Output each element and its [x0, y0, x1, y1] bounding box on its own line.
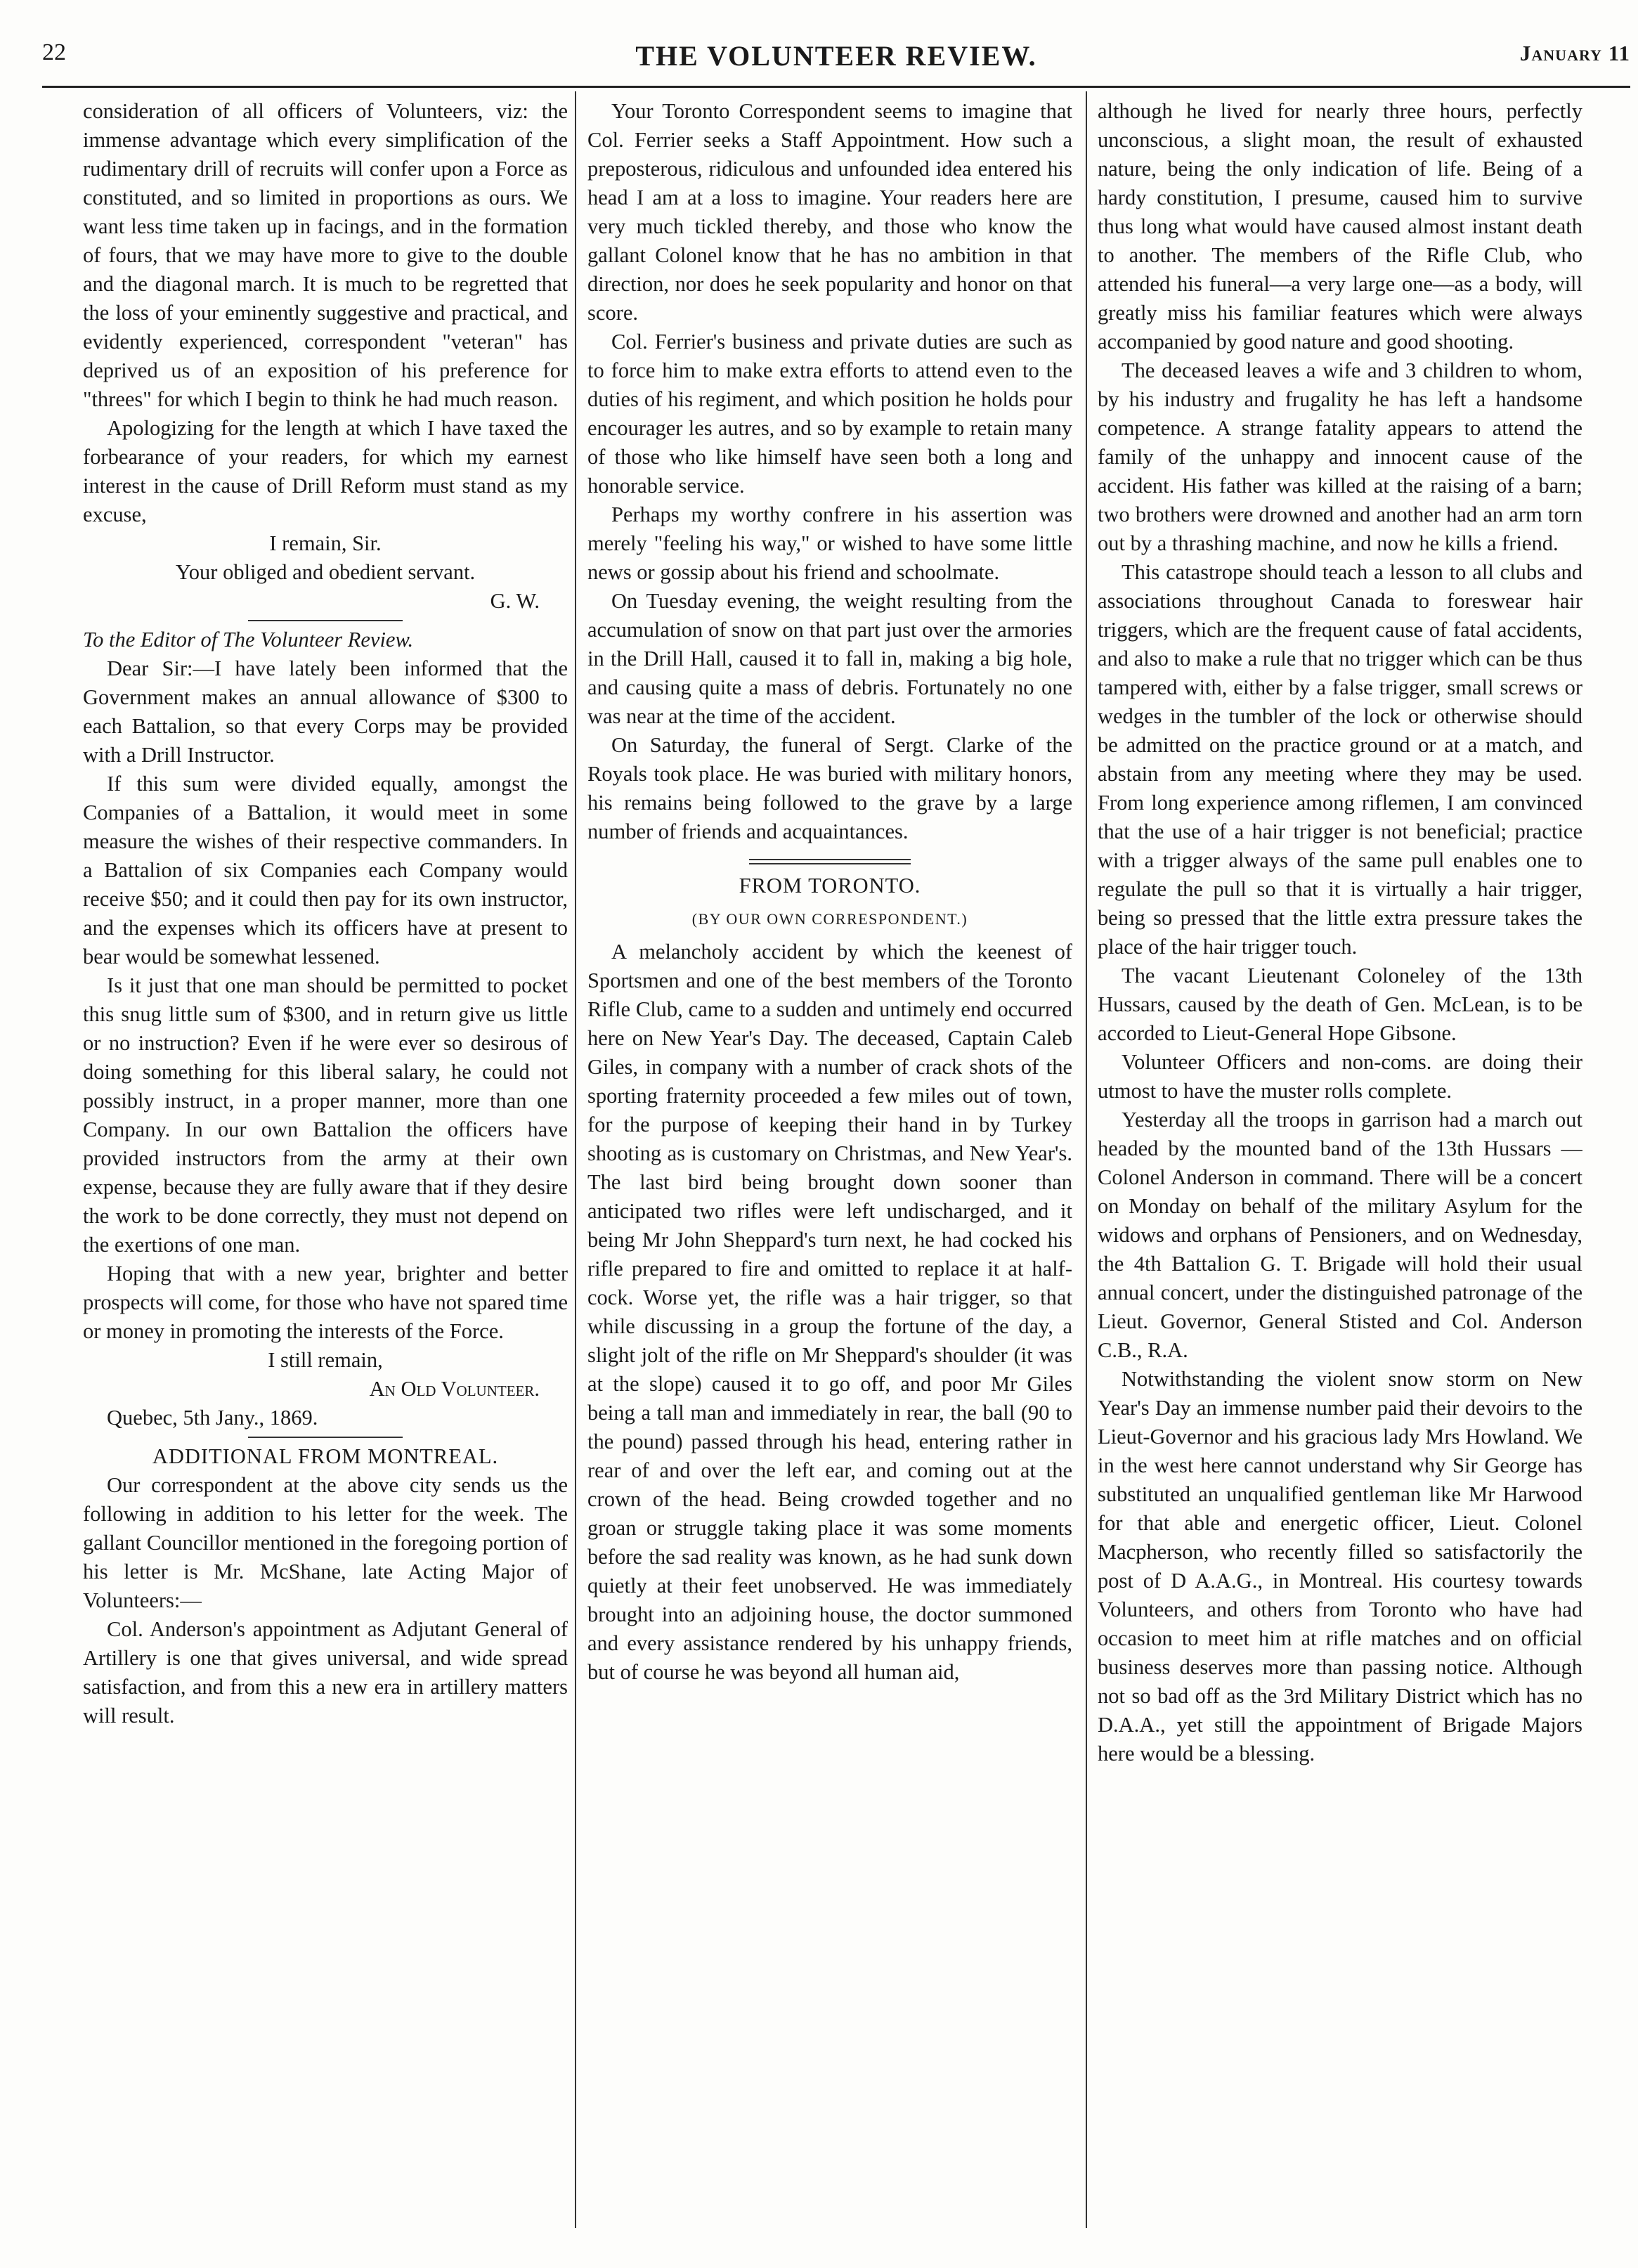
letter-salutation: To the Editor of The Volunteer Review. [83, 628, 414, 652]
article-paragraph: This catastrope should teach a lesson to all clubs and associations throughout Canada to foreswear hair triggers, which are the frequent cause of fatal accidents, and also to make a rule that no trigger which can be thus tampered with, either by a false trigger, small screws or wedges in the tumbler of the lock or otherwise should be admitted on the practice ground or at a match, and abstain from any meeting where they may be used. From long experience among riflemen, I am convinced that the use of a hair trigger is not beneficial; practice with a trigger always of the same pull enables one to regulate the pull so that it is virtually a hair trigger, being so pressed that the little extra pressure takes the place of the hair trigger touch. [1098, 560, 1582, 959]
page-header [42, 39, 1630, 82]
article-paragraph: Perhaps my worthy confrere in his assertion was merely "feeling his way," or wished to have some little news or gossip about his friend and schoolmate. [587, 503, 1072, 584]
issue-date: January 11 [1519, 41, 1630, 65]
column-divider [1086, 91, 1087, 2228]
section-heading: ADDITIONAL FROM MONTREAL. [152, 1444, 499, 1468]
page-number: 22 [42, 39, 66, 65]
article-paragraph: Col. Anderson's appointment as Adjutant General of Artillery is one that gives universal, and wide spread satisfaction, and from this a new era in artillery matters will result. [83, 1617, 568, 1728]
header-rule [42, 86, 1630, 88]
letter-paragraph: If this sum were divided equally, amongst the Companies of a Battalion, it would meet in some measure the wishes of their respective commanders. In a Battalion of six Companies each Company would receive $50; and it could then pay for its own instructor, and the expenses which its officers have at present to bear would be somewhat lessened. [83, 772, 568, 968]
letter-closing: I still remain, [268, 1348, 383, 1372]
article-paragraph: Volunteer Officers and non-coms. are doing their utmost to have the muster rolls complete. [1098, 1050, 1582, 1103]
section-rule [749, 859, 911, 864]
article-paragraph: Yesterday all the troops in garrison had a march out headed by the mounted band of the 13th Hussars —Colonel Anderson in command. There will be a concert on Monday on behalf of the military Asylum for the widows and orphans of Pensioners, and on Wednesday, the 4th Battalion G. T. Brigade will hold their usual annual concert, under the distinguished patronage of the Lieut. Governor, General Stisted and Col. Anderson C.B., R.A. [1098, 1108, 1582, 1362]
column-right [1098, 97, 1582, 2227]
letter-paragraph: Is it just that one man should be permitted to pocket this snug little sum of $300, and in return give us little or no instruction? Even if he were ever so desirous of doing something for this liberal salary, he could not possibly instruct, in a proper manner, more than one Company. In our own Battalion the officers have provided instructors from the army at their own expense, because they are fully aware that if they desire the work to be done correctly, they must not depend on the exertions of one man. [83, 973, 568, 1257]
section-subheading: (BY OUR OWN CORRESPONDENT.) [691, 910, 968, 928]
letter-paragraph: Dear Sir:—I have lately been informed that the Government makes an annual allowance of $300 to each Battalion, so that every Corps may be provided with a Drill Instructor. [83, 656, 568, 767]
letter-paragraph: Apologizing for the length at which I have taxed the forbearance of your readers, for which my earnest interest in the cause of Drill Reform must stand as my excuse, [83, 416, 568, 526]
article-paragraph: Col. Ferrier's business and private duties are such as to force him to make extra efforts to attend even to the duties of his regiment, and which position he holds pour encourager les autres, and so by example to retain many of those who like himself have seen both a long and honorable service. [587, 330, 1072, 498]
letter-paragraph: consideration of all officers of Volunteers, viz: the immense advantage which every simplification of the rudimentary drill of recruits will confer upon a Force as constituted, and so limited in proportions as ours. We want less time taken up in facings, and in the formation of fours, that we may have more to give to the double and the diagonal march. It is much to be regretted that the loss of your eminently suggestive and practical, and evidently experienced, correspondent "veteran" has deprived us of an exposition of his preference for "threes" for which I begin to think he had much reason. [83, 99, 568, 411]
article-paragraph: The vacant Lieutenant Coloneley of the 13th Hussars, caused by the death of Gen. McLean, is to be accorded to Lieut-General Hope Gibsone. [1098, 964, 1582, 1045]
letter-signature: G. W. [490, 589, 540, 613]
letter-closing: I remain, Sir. [269, 531, 382, 555]
column-divider [575, 91, 576, 2228]
article-paragraph: On Tuesday evening, the weight resulting from the accumulation of snow on that part just over the armories in the Drill Hall, caused it to fall in, making a big hole, and causing quite a mass of debris. Fortunately no one was near at the time of the accident. [587, 589, 1072, 728]
article-paragraph: Notwithstanding the violent snow storm on New Year's Day an immense number paid their devoirs to the Lieut-Governor and his gracious lady Mrs Howland. We in the west here cannot understand why Sir George has substituted an unqualified gentleman like Mr Harwood for that able and energetic officer, Lieut. Colonel Macpherson, who recently filled so satisfactorily the post of D A.A.G., in Montreal. His courtesy towards Volunteers, and others from Toronto who have had occasion to meet him at rifle matches and on official business deserves more than passing notice. Although not so bad off as the 3rd Military District which has no D.A.A., yet still the appointment of Brigade Majors here would be a blessing. [1098, 1367, 1582, 1765]
article-paragraph: although he lived for nearly three hours, perfectly unconscious, a slight moan, the result of exhausted nature, being the only indication of life. Being of a hardy constitution, I presume, caused him to survive thus long what would have caused almost instant death to another. The members of the Rifle Club, who attended his funeral—a very large one—as a body, will greatly miss his familiar features which were always accompanied by good nature and good shooting. [1098, 99, 1582, 354]
article-paragraph: A melancholy accident by which the keenest of Sportsmen and one of the best members of the Toronto Rifle Club, came to a sudden and untimely end occurred here on New Year's Day. The deceased, Captain Caleb Giles, in company with a number of crack shots of the sporting fraternity proceeded a few miles out of town, for the purpose of keeping their hand in by Turkey shooting as is customary on Christmas, and New Year's. The last bird being brought down sooner than anticipated two rifles were left undischarged, and it being Mr John Sheppard's turn next, he had cocked his rifle prepared to fire and omitted to replace it at half-cock. Worse yet, the rifle was a hair trigger, so that while discussing in a group the fortune of the day, a slight jolt of the rifle on Mr Sheppard's shoulder (it was at the slope) caused it to go off, and poor Mr Giles being a tall man and immediately in rear, the ball (90 to the pound) passed through his head, entering rather in rear of and over the left ear, and coming out at the crown of the head. Being crowded together and no groan or struggle taking place it was some moments before the sad reality was known, as he had sunk down quietly at their feet unobserved. He was immediately brought into an adjoining house, the doctor summoned and every assistance rendered by his unhappy friends, but of course he was beyond all human aid, [587, 940, 1072, 1684]
letter-signature: An Old Volunteer. [369, 1377, 540, 1401]
section-rule [248, 1437, 403, 1438]
section-heading: FROM TORONTO. [739, 874, 921, 898]
article-paragraph: Your Toronto Correspondent seems to imagine that Col. Ferrier seeks a Staff Appointment. How such a preposterous, ridiculous and unfounded idea entered his head I am at a loss to imagine. Your readers here are very much tickled thereby, and those who know the gallant Colonel know that he has no ambition in that direction, nor does he seek popularity and honor on that score. [587, 99, 1072, 325]
letter-closing: Your obliged and obedient servant. [175, 560, 476, 584]
masthead-title: THE VOLUNTEER REVIEW. [635, 40, 1037, 72]
letter-dateline: Quebec, 5th Jany., 1869. [107, 1406, 318, 1430]
column-left [83, 97, 568, 2227]
article-paragraph: Our correspondent at the above city sends us the following in addition to his letter for the week. The gallant Councillor mentioned in the foregoing portion of his letter is Mr. McShane, late Acting Major of Volunteers:— [83, 1473, 568, 1612]
article-paragraph: The deceased leaves a wife and 3 children to whom, by his industry and frugality he has left a handsome competence. A strange fatality appears to attend the family of the unhappy and innocent cause of the accident. His father was killed at the raising of a barn; two brothers were drowned and another had an arm torn out by a thrashing machine, and now he kills a friend. [1098, 358, 1582, 555]
section-rule [248, 620, 403, 621]
column-middle [587, 97, 1072, 2227]
article-paragraph: On Saturday, the funeral of Sergt. Clarke of the Royals took place. He was buried with military honors, his remains being followed to the grave by a large number of friends and acquaintances. [587, 733, 1072, 843]
letter-paragraph: Hoping that with a new year, brighter and better prospects will come, for those who have not spared time or money in promoting the interests of the Force. [83, 1262, 568, 1343]
